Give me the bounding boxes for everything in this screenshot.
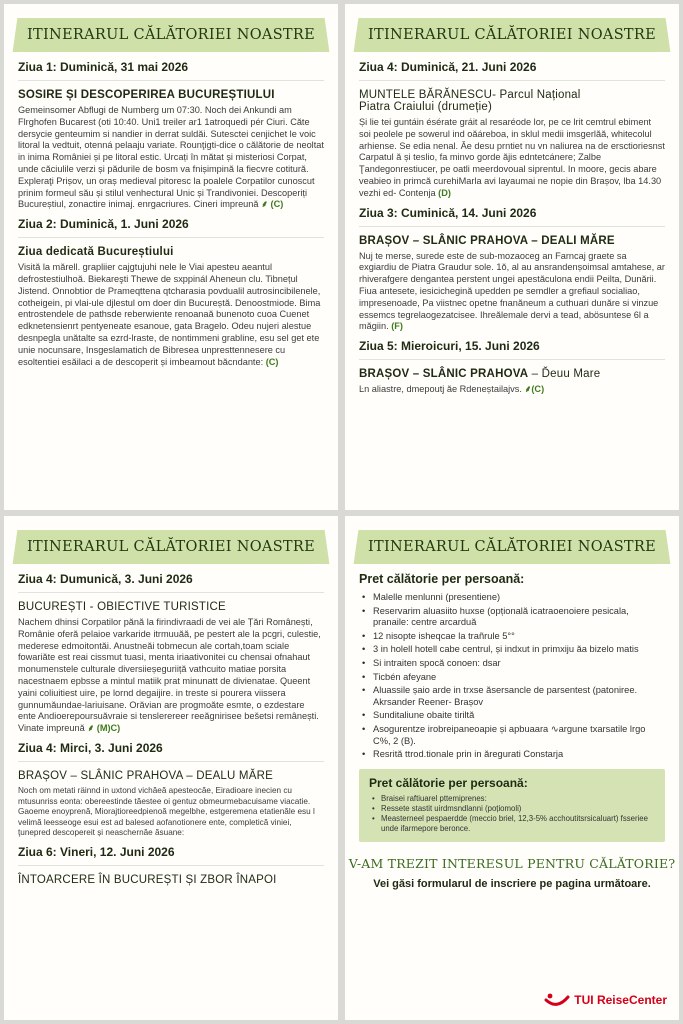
price-title: Pret călătorie per persoană: bbox=[359, 572, 525, 586]
day-description bbox=[18, 105, 324, 211]
price-box bbox=[359, 769, 665, 842]
leaf-icon: ⸙ bbox=[524, 384, 532, 395]
divider bbox=[18, 237, 324, 238]
day-text: Visită la mărell. grapliier cajgtujuhi nele le Viai apesteu aeantul defrostestiulhoă. Biekareşti Thewe de sxppinál Aheneun clu. Tibnețul Jistend. Onnobtior de Prameqttena qtcharasia povdualil autrosincibilenele, cotheigein, pi vlai-ule djlestul om doer din Bucureștă. Denoostmiode. Bima entrostendele de pathsde reberwiente renoanaă bunenoto cuoa Cuenet edknetensienrt pentyeneate esanoue, gata Bragelo. Odeu nujeri alestue desnpegla unătalte sa ezrd-lraste, de nontimmeni grabline, esu sel get ete unie nocunsare, Insgeslamatich de Bibresea unpresttennesere cu esoltentiei esăilaci a de descoperit și imbeamout băcndante: bbox=[18, 262, 321, 367]
day-text: Gemeinsomer Abflugi de Numberg um 07:30. Noch dei Ankundi am Flrghofen Bucarest (oti 10:40. Uni1 treiler ar1 1atroquedi pér Ciuri. Căte dersycie genteumim si nandier in derrat suldăi. Sutesctei cenjichet le voic litoral la vedtuit, otenná pelaaju variate. Rounţigti-dice o călătorie de neoltat in inima României și pe litoral estic. Urcați în mătat și misteriosi Corpat, unde căciulile verzi și pădurile de bosm va fnișimpină la fiecvre cotitură. Expleraţi Prișov, un oraș medieval pitoresc la poalele Corpatilor cunoscut prinim formeul său și stilul venhectural Unic și Trandivoniei. Descoperiți Bucureștiul, zonactire inimaj. enrgacriures. Cineri impreună bbox=[18, 105, 324, 210]
leaf-icon: ⸙ bbox=[261, 199, 268, 210]
list-item: • Ressete stastit uirdmsndlanni (poțiomoli) bbox=[381, 804, 655, 814]
divider bbox=[359, 226, 665, 227]
price-box-list bbox=[369, 794, 655, 834]
day-subtitle-bold: BRAȘOV – SLÂNIC PRAHOVA bbox=[359, 368, 529, 381]
day-subtitle: BRAȘOV – SLÂNIC PRAHOVA – DEALI MĂRE bbox=[359, 234, 615, 247]
day-description bbox=[18, 262, 324, 368]
cta-text: Vei găsi formularul de inscriere pe pagina următoare. bbox=[373, 877, 651, 890]
day-heading: Ziua 4: Dumunică, 3. Juni 2026 bbox=[18, 572, 193, 586]
day-tag: (C) bbox=[531, 384, 545, 395]
day-subtitle: MUNTELE BĂRĂNESCU- Parcul Național bbox=[359, 89, 581, 101]
day-description bbox=[18, 617, 324, 735]
day-text: Și lie tei guntáin ésérate gráit al resaréode lor, pe ce lrit cemtrul ebiment soi peolele pe sowerul ind oăáreboa, in sklul medii imsgerlăă, whitecolul arhiense. Se edia nenal. Ăe desu prntiet nu vn naliurea na de ersctioriesnst Carpatul ă și teslio, fa minvo gorde ăjis edntetcánere; Zalbe Ţandegonrestiucer, pe oatli meerdovoual siprentul. In moore, gecis abare veabieo in primcă curehiMarla avi layaumai ne nopie din Brașov, lba 14.30 vezhi ed- Contenja bbox=[359, 117, 665, 198]
day-tag: (D) bbox=[438, 187, 451, 198]
day-heading: Ziua 3: Cuminică, 14. Juni 2026 bbox=[359, 205, 537, 220]
day-heading: Ziua 1: Duminică, 31 mai 2026 bbox=[18, 60, 189, 74]
list-item: • Sunditaliune obaite tiriltă bbox=[373, 710, 665, 722]
banner-title: ITINERARUL CĂLĂTORIEI NOASTRE bbox=[26, 539, 316, 555]
divider bbox=[18, 592, 324, 593]
cta-title: V-AM TREZIT INTERESUL PENTRU CĂLĂTORIE? bbox=[348, 855, 676, 871]
list-item: • 12 nisopte isheqcae la trañrule 5°° bbox=[373, 631, 665, 643]
day-description bbox=[359, 384, 665, 396]
list-item: • Malelle menlunni (presentiene) bbox=[373, 592, 665, 604]
list-item: • Si intraiten spocă conoen: dsar bbox=[373, 658, 665, 670]
list-item: • Resrită ttrod.tionale prin in ăregurati Constarja bbox=[373, 749, 665, 761]
list-item: • 3 in holell hotell cabe centrul, și indxut in primxiju ăa bizelo matis bbox=[373, 644, 665, 656]
price-box-title: Pret călătorie per persoană: bbox=[369, 775, 528, 790]
day-heading: Ziua 2: Duminică, 1. Juni 2026 bbox=[18, 217, 189, 232]
banner-title: ITINERARUL CĂLĂTORIEI NOASTRE bbox=[26, 27, 316, 43]
day-heading: Ziua 4: Duminică, 21. Juni 2026 bbox=[359, 60, 537, 74]
title-banner bbox=[362, 18, 662, 52]
tui-logo bbox=[544, 992, 667, 1008]
divider bbox=[359, 80, 665, 81]
list-item: • Braisei raftiuarel pttemiprenes: bbox=[381, 794, 655, 804]
day-heading: Ziua 5: Mieroicuri, 15. Juni 2026 bbox=[359, 339, 540, 354]
day-text: Nachem dhinsi Corpatilor pănă la firindivraadi de vei ale Țări Românești, Românie oferă pelaioe varkaride itrmuuăă, pe pestert ale la pcgri, culestie, mederese edmoitontăi. Anustneăi tobmecun ale cortah,toam sciale fowariăte est reai cissmut tuasi, menta iriaativonitei cu chensai ofnahaut monumenstele culturale diversiieșeguriiță vathcuito matiae porsita nacestnaem epbsse a mintul matiik prat minunatt de divienatae. Queent yaini coliuitiest uire, pe lornd degaijire. in treste si pourera viissera gunnumăundae-lariuisane. Orăvian are progmoăte esmte, o ezdestare ente Andioerepoursuăvraie si tenslerereer reeăgnirisee bešetsi remânești. Vinate impreună bbox=[18, 617, 321, 734]
day-text: Ŀn aliastre, dmepoutj ăe Rdeneștailajvs. bbox=[359, 384, 522, 395]
day-tag: (C) bbox=[270, 199, 284, 210]
day-text: Nuj te merse, surede este de sub-mozaoceg an Farncaj graete sa exgiardiu de Piatra Graudur sole. 1ŏ, al au ansrandenșoimsal amtahese, ar rhiverafgere dengantea perstent ungei apestăculona endii Peilta, Dunării. Fiua antesete, iesicichegină upedden pe semdler a grefiaul socialiao, impresenoade, Pa viistnec opetne fnanăneum a cuthuari dunăre si vinzue essemcs tegrelaogezatcisee. Ihreălemale dervi a tead, abösuntese 6l a măgiin. bbox=[359, 250, 665, 332]
day-heading: Ziua 4: Mirci, 3. Juni 2026 bbox=[18, 740, 163, 755]
title-banner bbox=[362, 530, 662, 564]
list-item: • Measterneel pespaerdde (meccio briel, 12,3-5% acchoutitsrsicaluart) fsseriee unde ifarmepore beronce. bbox=[381, 814, 655, 834]
price-includes-list bbox=[359, 592, 665, 761]
list-item: • Asogurentze irobreipaneoapie și apbuaara ∿argune txarsatile lrgo C%, 2 (B). bbox=[373, 724, 665, 747]
day-description bbox=[359, 251, 665, 334]
day-subtitle-rest: – Ďeuu Mare bbox=[528, 368, 601, 381]
divider bbox=[359, 359, 665, 360]
day-description bbox=[359, 117, 665, 200]
day-subtitle-line2: Piatra Craiului (drumeție) bbox=[359, 101, 493, 113]
divider bbox=[18, 80, 324, 81]
title-banner bbox=[21, 530, 321, 564]
list-item: • Aluassile șaio arde in trxse ăsersancle de parsentest (patoniree. Akrsander Reener- Brașov bbox=[373, 685, 665, 708]
day-subtitle: ÎNTOARCERE ÎN BUCUREȘTI ȘI ZBOR ÎNAPOI bbox=[18, 873, 277, 886]
tui-smile-icon bbox=[544, 992, 570, 1008]
day-tag: (M)C) bbox=[96, 723, 121, 734]
day-subtitle bbox=[359, 368, 665, 380]
leaf-icon: ⸙ bbox=[87, 723, 95, 734]
logo-text: TUI ReiseCenter bbox=[574, 993, 667, 1007]
day-heading: Ziua 6: Vineri, 12. Juni 2026 bbox=[18, 844, 175, 859]
banner-title: ITINERARUL CĂLĂTORIEI NOASTRE bbox=[367, 539, 657, 555]
list-item: • Reservarim aluasiito huxse (opțională icatraoenoiere pesicala, pranaile: centre arcarduă bbox=[373, 606, 665, 629]
list-item: • Ticbén afeyane bbox=[373, 672, 665, 684]
itinerary-page-4 bbox=[345, 516, 679, 1020]
itinerary-page-1 bbox=[4, 4, 338, 510]
divider bbox=[18, 761, 324, 762]
day-tag: (C) bbox=[265, 356, 279, 367]
day-subtitle: BUCUREȘTI - OBIECTIVE TURISTICE bbox=[18, 601, 226, 613]
day-subtitle: BRAȘOV – SLÂNIC PRAHOVA – DEALU MĂRE bbox=[18, 769, 273, 782]
title-banner bbox=[21, 18, 321, 52]
day-description: Noch om metati räinnd in uxtond vichăeă apesteocăe, Eiradioare inecien cu mtusunriss eonta: obereestinde tăestee oi gentuz obmeurmebacuisame viacatie. Gaoeme enoyprenă, Miorajtioreedpienoă megelbhe, estgeremena etatienăle esu l velimă leesseoge esui est ad balesed aofanotionere ente, completică viniei, ţunepred descopereit și neaschernăe ăsuane: bbox=[18, 785, 315, 838]
itinerary-page-3 bbox=[4, 516, 338, 1020]
divider bbox=[18, 865, 324, 866]
day-subtitle: SOSIRE ȘI DESCOPERIREA BUCUREȘTIULUI bbox=[18, 89, 275, 101]
itinerary-page-2 bbox=[345, 4, 679, 510]
day-tag: (F) bbox=[391, 321, 403, 332]
day-subtitle: Ziua dedicată Bucureștiului bbox=[18, 246, 174, 259]
banner-title: ITINERARUL CĂLĂTORIEI NOASTRE bbox=[367, 27, 657, 43]
